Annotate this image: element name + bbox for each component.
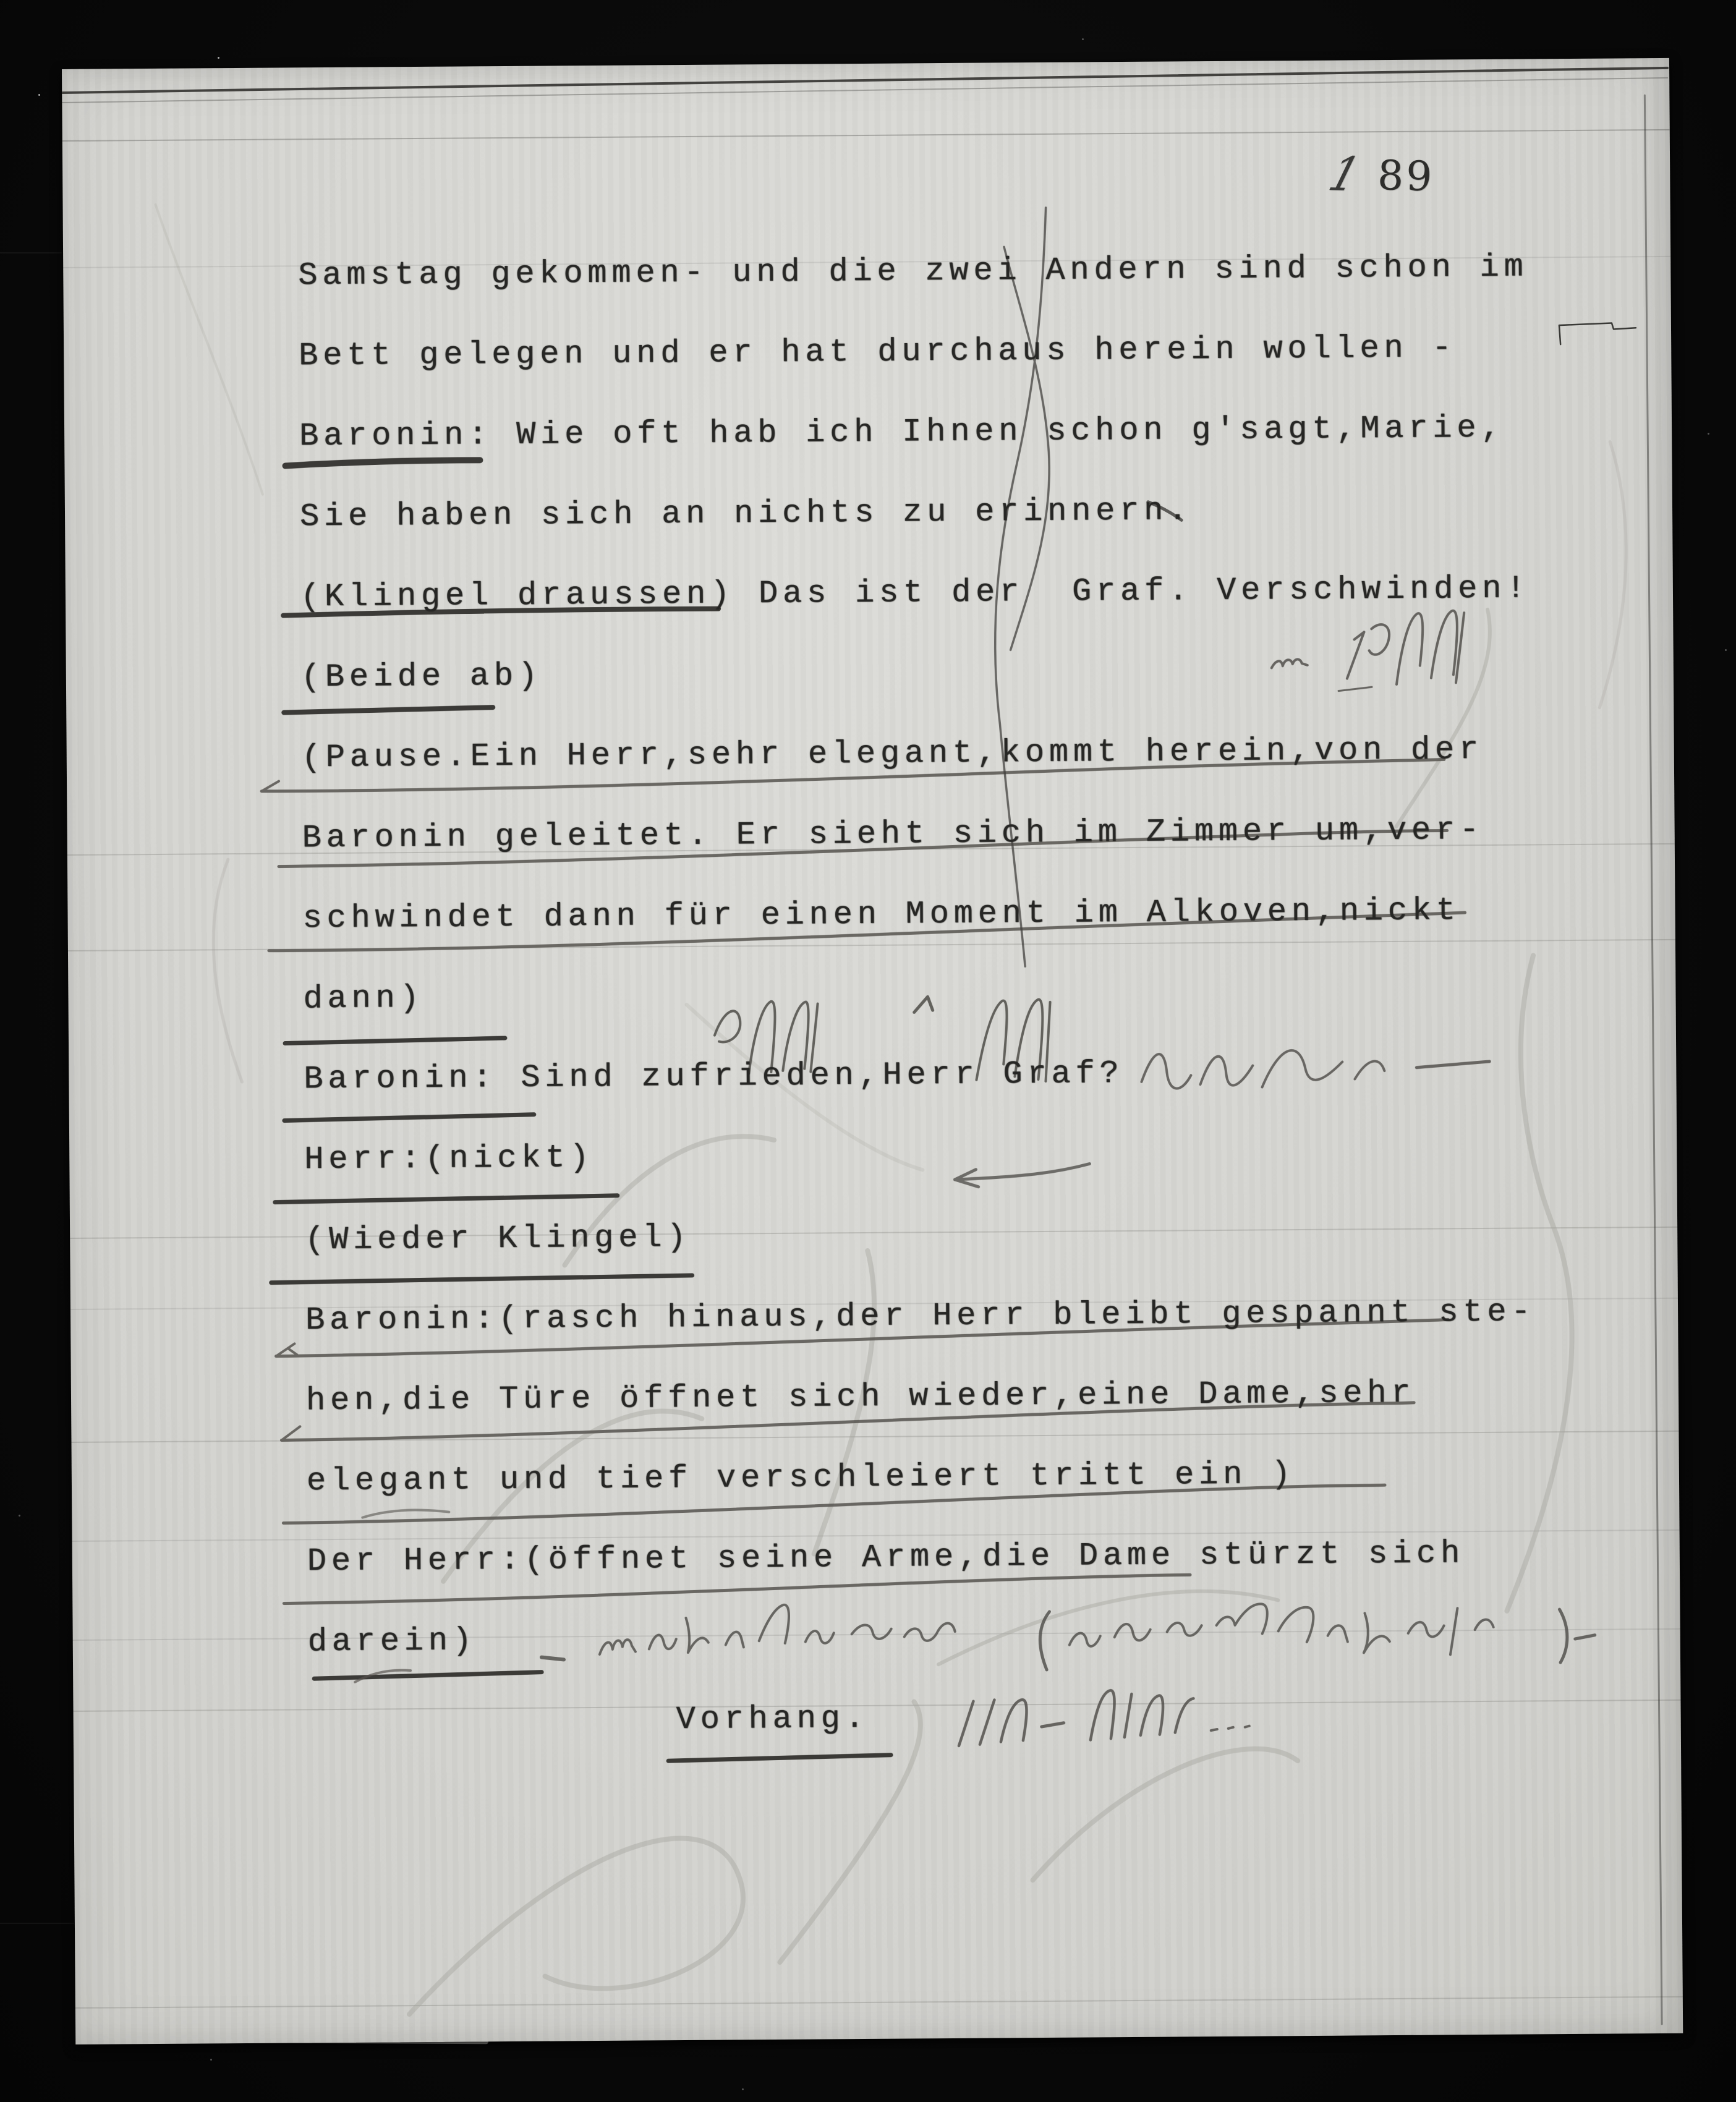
dust-speck xyxy=(19,1515,20,1517)
page-number-handwritten-part: 1 xyxy=(1318,147,1373,202)
dust-speck xyxy=(218,57,219,59)
typed-line: Samstag gekommen- und die zwei Andern sind schon im xyxy=(298,249,1528,294)
underline-baronin-2 xyxy=(284,1115,534,1121)
typed-line: dann) xyxy=(303,979,424,1018)
arrow-left-icon xyxy=(955,1164,1089,1187)
underline-dann xyxy=(285,1038,505,1043)
dust-speck xyxy=(38,94,40,96)
typed-line: elegant und tief verschleiert tritt ein ) xyxy=(306,1456,1296,1500)
page-number-typed-part: 89 xyxy=(1377,151,1436,201)
scanner-streak xyxy=(0,1923,74,1924)
typed-line: (Wieder Klingel) xyxy=(305,1219,691,1259)
typed-line: hen,die Türe öffnet sich wieder,eine Dame,sehr xyxy=(305,1374,1416,1419)
typed-line: Baronin:(rasch hinaus,der Herr bleibt gespannt ste- xyxy=(305,1293,1536,1339)
typed-line: Baronin geleitet. Er sieht sich im Zimmer um,ver- xyxy=(302,811,1484,857)
typed-line: (Beide ab) xyxy=(300,657,543,696)
typed-line: Herr:(nickt) xyxy=(304,1139,594,1178)
scanner-streak xyxy=(0,252,62,253)
handwritten-annotation xyxy=(1271,611,1465,692)
dust-speck xyxy=(1725,649,1727,651)
dust-speck xyxy=(742,2088,744,2090)
typed-line: Baronin: Wie oft hab ich Ihnen schon g'sagt,Marie, xyxy=(299,409,1505,455)
typed-line: schwindet dann für einen Moment im Alkoven,nickt xyxy=(302,892,1461,937)
handwritten-annotation xyxy=(958,1690,1249,1746)
typed-line: Sie haben sich an nichts zu erinnern. xyxy=(299,492,1193,535)
underline-herr-nickt xyxy=(275,1196,618,1202)
typed-line: Bett gelegen und er hat durchaus herein wollen - xyxy=(299,330,1457,375)
underline-darein xyxy=(314,1672,542,1679)
typed-line: darein) xyxy=(307,1622,477,1661)
dust-speck xyxy=(1708,433,1709,435)
handwritten-annotation xyxy=(541,1599,1595,1674)
underline-beide-ab xyxy=(284,707,493,712)
underline-wieder-klingel xyxy=(271,1275,692,1283)
dust-speck xyxy=(210,2059,212,2061)
typed-line: Baronin: Sind zufrieden,Herr Graf? xyxy=(304,1055,1124,1098)
handwritten-annotation xyxy=(1141,1049,1489,1089)
typed-line: (Pause.Ein Herr,sehr elegant,kommt herein,von der xyxy=(301,731,1484,777)
underline-baronin-1 xyxy=(285,460,480,466)
ghost-writing-strokes xyxy=(156,194,1636,2016)
dust-speck xyxy=(1082,38,1084,40)
typed-line: Vorhang. xyxy=(676,1700,869,1738)
typed-line: (Klingel draussen) Das ist der Graf. Verschwinden! xyxy=(300,570,1531,616)
underline-vorhang xyxy=(668,1755,891,1761)
bracket-mark-right-margin xyxy=(1559,323,1636,344)
manuscript-page xyxy=(62,58,1683,2045)
typed-line: Der Herr:(öffnet seine Arme,die Dame stürzt sich xyxy=(307,1535,1465,1580)
